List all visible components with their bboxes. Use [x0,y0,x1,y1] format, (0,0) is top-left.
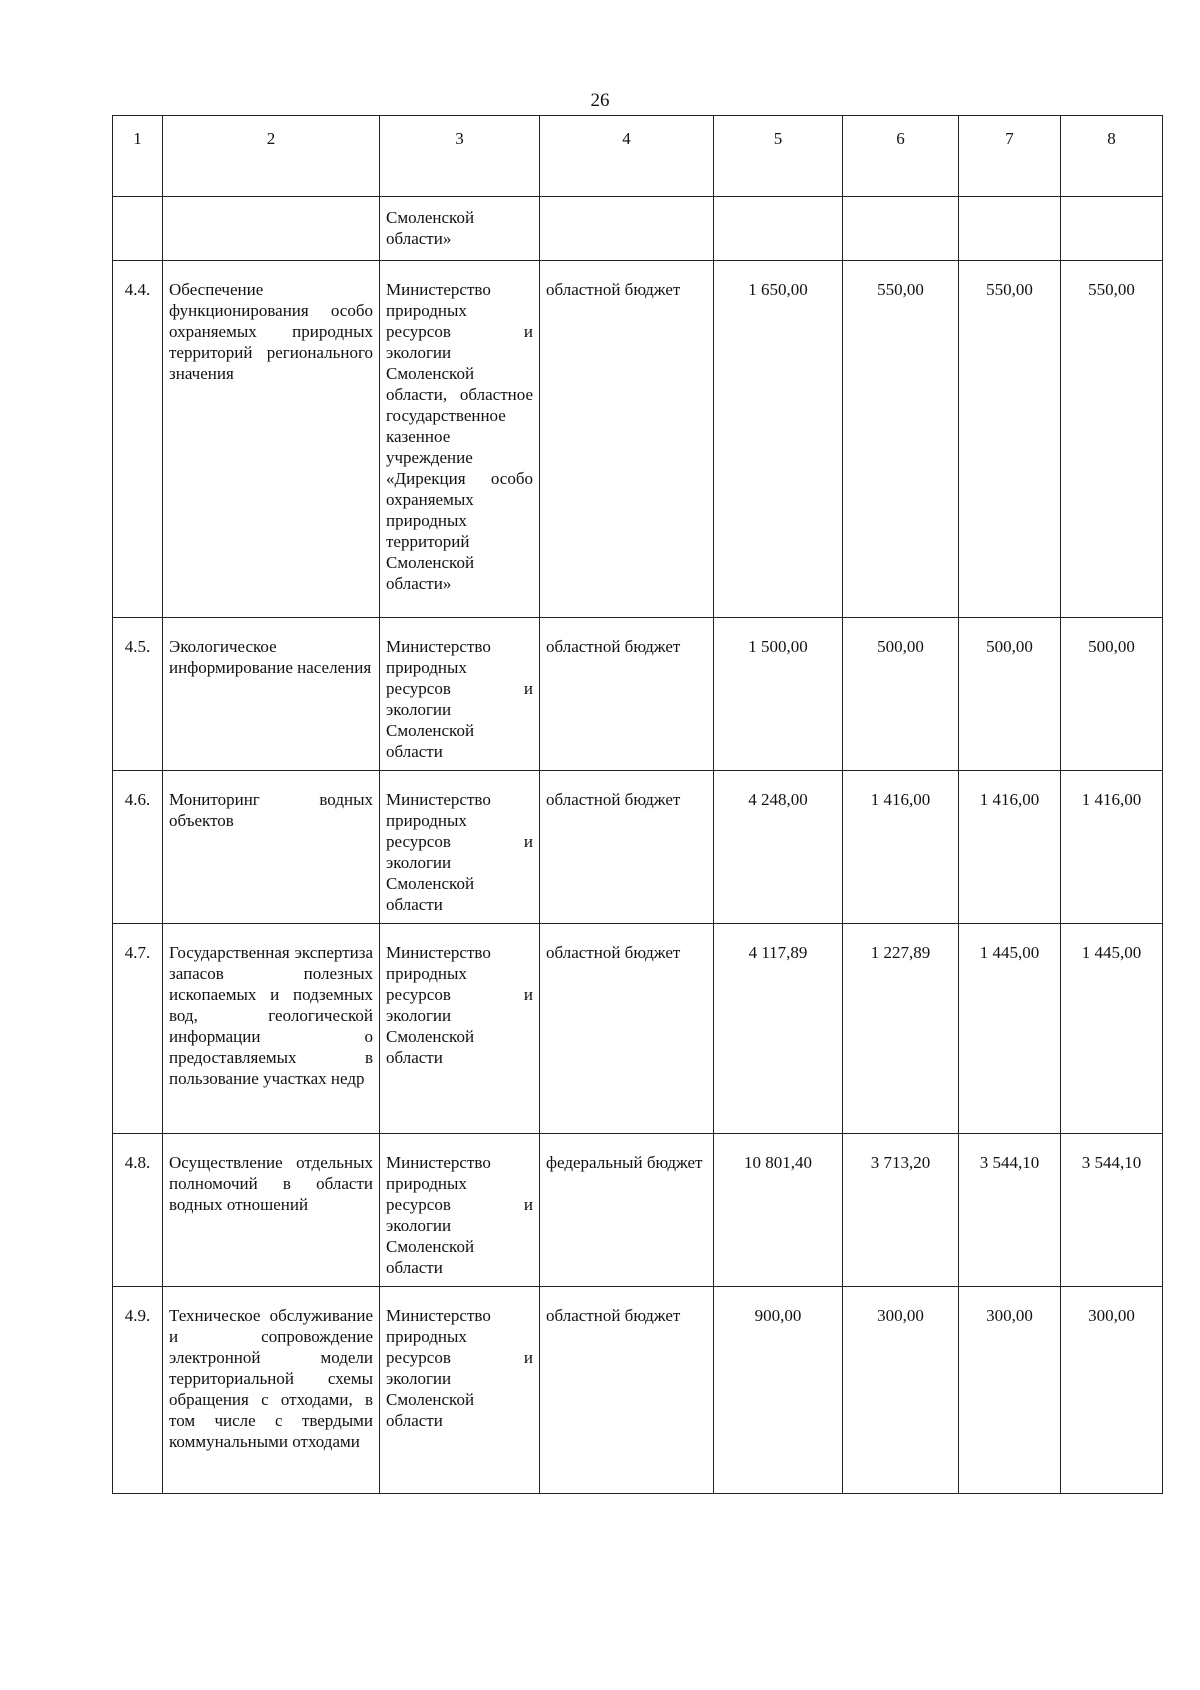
page-number: 26 [590,90,610,111]
empty-cell [843,197,959,261]
column-header: 5 [714,116,843,197]
program-activities-table [112,115,1163,1494]
funding-source-cell: областной бюджет [540,261,714,618]
column-header: 3 [380,116,540,197]
total-amount-cell: 4 117,89 [714,924,843,1134]
year3-amount-cell: 1 416,00 [1061,771,1163,924]
column-header: 6 [843,116,959,197]
executor-cell: Министерство природных ресурсов и экологии Смоленской области, областное государственное казенное учреждение «Дирекция особо охраняемых природных территорий Смоленской области» [380,261,540,618]
row-number: 4.4. [113,261,163,618]
column-header: 1 [113,116,163,197]
empty-cell [959,197,1061,261]
year2-amount-cell: 300,00 [959,1287,1061,1494]
total-amount-cell: 900,00 [714,1287,843,1494]
column-header: 4 [540,116,714,197]
continuation-row [113,197,1163,261]
empty-cell [540,197,714,261]
executor-cell: Смоленской области» [380,197,540,261]
table-row [113,261,1163,618]
year2-amount-cell: 1 416,00 [959,771,1061,924]
year2-amount-cell: 500,00 [959,618,1061,771]
total-amount-cell: 4 248,00 [714,771,843,924]
year3-amount-cell: 550,00 [1061,261,1163,618]
row-number: 4.9. [113,1287,163,1494]
year3-amount-cell: 300,00 [1061,1287,1163,1494]
activity-name-cell: Государственная экспертиза запасов полезных ископаемых и подземных вод, геологической информации о предоставляемых в пользование участках недр [163,924,380,1134]
funding-source-cell: областной бюджет [540,618,714,771]
year2-amount-cell: 3 544,10 [959,1134,1061,1287]
row-number: 4.8. [113,1134,163,1287]
funding-source-cell: областной бюджет [540,771,714,924]
year1-amount-cell: 300,00 [843,1287,959,1494]
year2-amount-cell: 1 445,00 [959,924,1061,1134]
year3-amount-cell: 500,00 [1061,618,1163,771]
year3-amount-cell: 1 445,00 [1061,924,1163,1134]
total-amount-cell: 1 650,00 [714,261,843,618]
empty-cell [714,197,843,261]
year2-amount-cell: 550,00 [959,261,1061,618]
row-number: 4.6. [113,771,163,924]
empty-cell [163,197,380,261]
funding-source-cell: областной бюджет [540,1287,714,1494]
year1-amount-cell: 1 227,89 [843,924,959,1134]
row-number: 4.7. [113,924,163,1134]
table-row [113,618,1163,771]
row-number: 4.5. [113,618,163,771]
activity-name-cell: Экологическое информирование населения [163,618,380,771]
activity-name-cell: Техническое обслуживание и сопровождение электронной модели территориальной схемы обращения с отходами, в том числе с твердыми коммунальными отходами [163,1287,380,1494]
executor-cell: Министерство природных ресурсов и экологии Смоленской области [380,924,540,1134]
column-header: 7 [959,116,1061,197]
table-row [113,1287,1163,1494]
column-header: 2 [163,116,380,197]
total-amount-cell: 10 801,40 [714,1134,843,1287]
funding-source-cell: областной бюджет [540,924,714,1134]
year3-amount-cell: 3 544,10 [1061,1134,1163,1287]
funding-source-cell: федеральный бюджет [540,1134,714,1287]
year1-amount-cell: 3 713,20 [843,1134,959,1287]
executor-cell: Министерство природных ресурсов и экологии Смоленской области [380,1287,540,1494]
activity-name-cell: Осуществление отдельных полномочий в области водных отношений [163,1134,380,1287]
column-header: 8 [1061,116,1163,197]
table-row [113,1134,1163,1287]
year1-amount-cell: 500,00 [843,618,959,771]
activity-name-cell: Мониторинг водных объектов [163,771,380,924]
year1-amount-cell: 1 416,00 [843,771,959,924]
column-number-header [113,116,1163,197]
executor-cell: Министерство природных ресурсов и экологии Смоленской области [380,1134,540,1287]
empty-cell [1061,197,1163,261]
total-amount-cell: 1 500,00 [714,618,843,771]
table-row [113,771,1163,924]
year1-amount-cell: 550,00 [843,261,959,618]
activity-name-cell: Обеспечение функционирования особо охраняемых природных территорий регионального значения [163,261,380,618]
table-row [113,924,1163,1134]
empty-cell [113,197,163,261]
executor-cell: Министерство природных ресурсов и экологии Смоленской области [380,618,540,771]
executor-cell: Министерство природных ресурсов и экологии Смоленской области [380,771,540,924]
